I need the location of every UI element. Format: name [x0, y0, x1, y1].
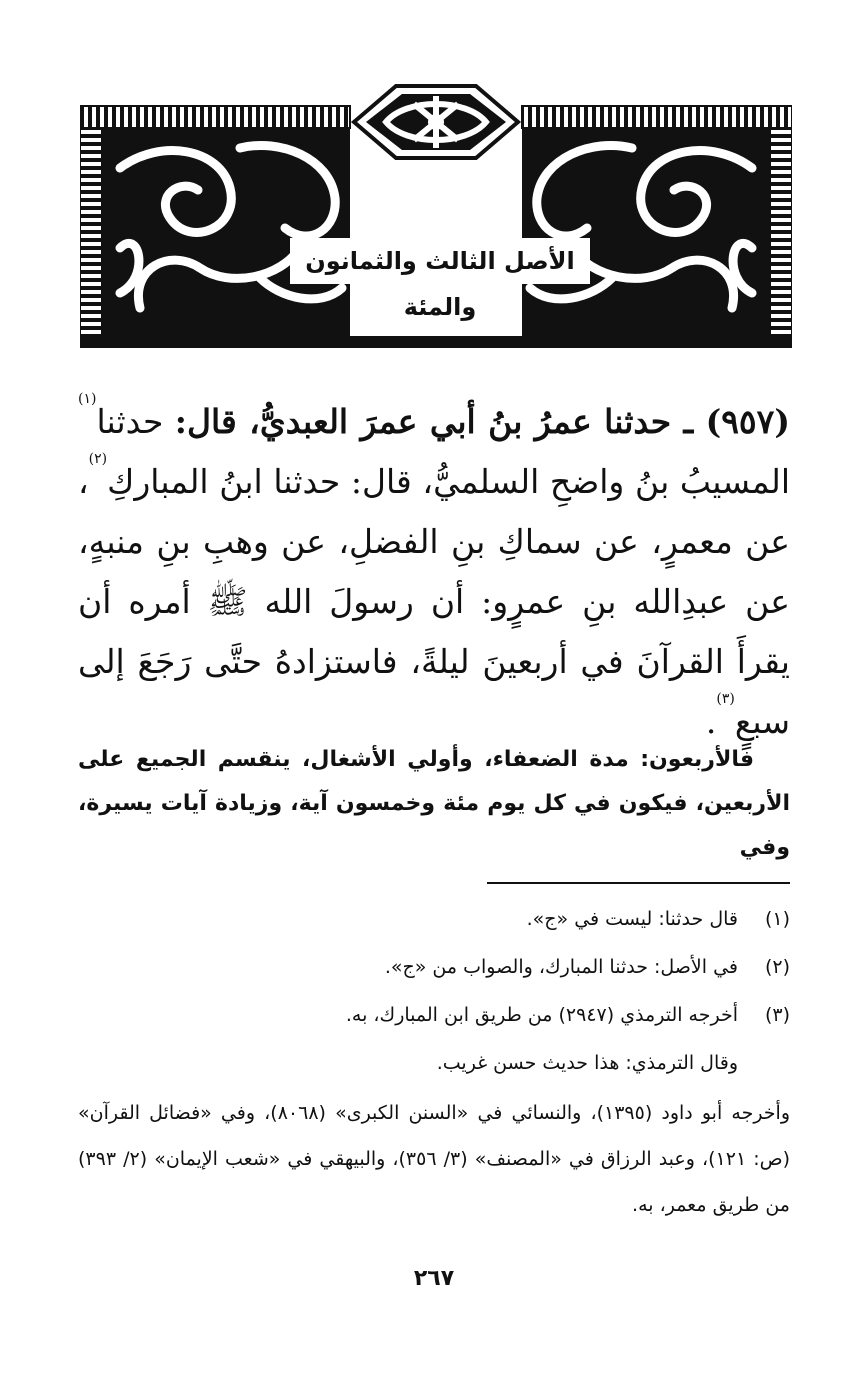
footnote-tirmidhi-note: وقال الترمذي: هذا حديث حسن غريب.: [436, 1052, 738, 1074]
commentary-paragraph: فالأربعون: مدة الضعفاء، وأولي الأشغال، ينقسم الجميع على الأربعين، فيكون في كل يوم مئة وخمسون آية، وزيادة آيات يسيرة، وفي: [78, 747, 790, 860]
footnote-sources-note: وأخرجه أبو داود (١٣٩٥)، والنسائي في «السنن الكبرى» (٨٠٦٨)، وفي «فضائل القرآن» (ص: ١٢١)، وعبد الرزاق في «المصنف» (٣/ ٣٥٦)، والبيهقي في «شعب الإيمان» (٢/ ٣٩٣) من طريق معمر، به.: [78, 1102, 790, 1216]
hadith-part-1: حدثنا: [96, 402, 164, 441]
hadith-text: [78, 392, 790, 752]
footnote-divider: [487, 882, 790, 884]
footnotes-section: [78, 900, 790, 1228]
hadith-part-2: المسيبُ بنُ واضحِ السلميُّ، قال: حدثنا ابنُ المباركِ: [107, 462, 790, 501]
hadith-end: .: [705, 702, 717, 741]
footnote-item: [78, 900, 790, 938]
footnote-item: [78, 996, 790, 1034]
footnote-ref-3[interactable]: (٣): [716, 691, 735, 707]
footnote-ref-1[interactable]: (١): [78, 391, 97, 407]
footnote-number: (١): [764, 908, 790, 930]
footnote-number: (٣): [764, 1004, 790, 1026]
footnote-text: أخرجه الترمذي (٢٩٤٧) من طريق ابن المبارك، به.: [345, 1004, 738, 1026]
hadith-lead: (٩٥٧) ـ حدثنا عمرُ بنُ أبي عمرَ العبديُّ، قال:: [174, 402, 790, 441]
footnote-text: في الأصل: حدثنا المبارك، والصواب من «ج».: [384, 956, 738, 978]
footnote-ref-2[interactable]: (٢): [88, 451, 108, 467]
footnote-number: (٢): [764, 956, 790, 978]
hadith-part-3: ، عن معمرٍ، عن سماكِ بنِ الفضلِ، عن وهبِ بنِ منبهٍ، عن عبدِالله بنِ عمرٍو: أن رسولَ الله ﷺ أمره أن يقرأَ القرآنَ في أربعينَ ليلةً، فاستزادهُ حتَّى رَجَعَ إلى سبعٍ: [78, 462, 790, 741]
chapter-title: الأصل الثالث والثمانون والمئة: [290, 238, 590, 284]
page-number: ٢٦٧: [413, 1266, 455, 1291]
footnote-text: قال حدثنا: ليست في «ج».: [526, 908, 738, 930]
footnote-item: [78, 948, 790, 986]
